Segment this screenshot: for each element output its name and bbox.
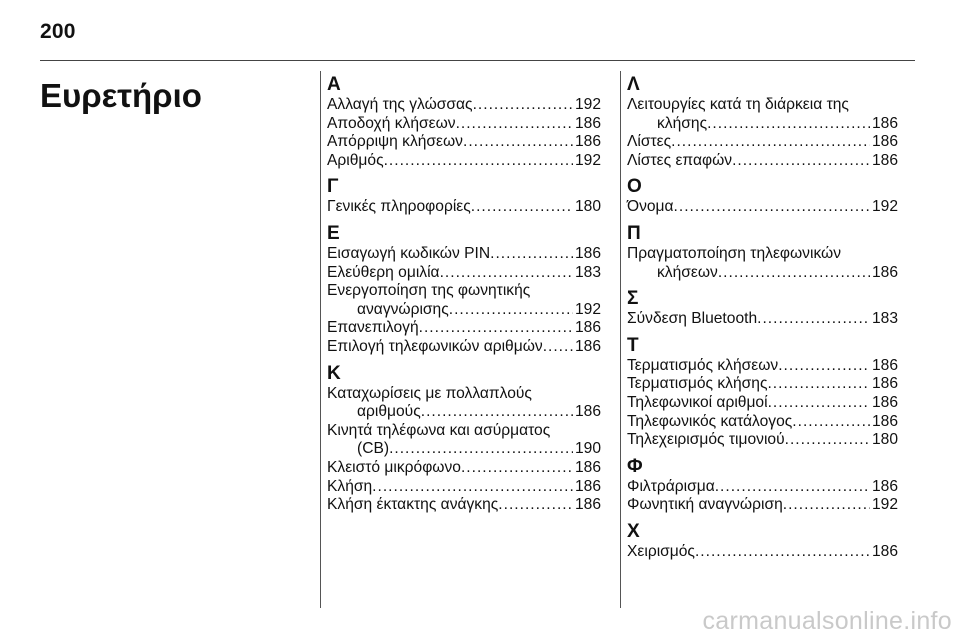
index-group	[627, 335, 898, 450]
index-entry	[327, 338, 601, 357]
index-entry-leader	[792, 413, 870, 432]
index-entry-leader	[490, 245, 573, 264]
index-entry-leader	[778, 357, 870, 376]
index-entry-term: Κλειστό μικρόφωνο	[327, 458, 461, 476]
index-entry-term: Κινητά τηλέφωνα και ασύρματος	[327, 421, 551, 439]
index-entry-leader	[695, 543, 870, 562]
index-group	[627, 176, 898, 217]
index-letter-heading: Τ	[627, 334, 639, 356]
index-entry-term: Σύνδεση Bluetooth	[627, 310, 758, 328]
index-entry	[327, 385, 601, 422]
index-entry-leader	[715, 478, 870, 497]
index-letter-heading: Γ	[327, 176, 339, 198]
index-entry-page: 186	[871, 542, 898, 560]
index-entry-page: 190	[574, 440, 601, 458]
index-entry	[327, 133, 601, 152]
index-entry-leader	[674, 198, 870, 217]
index-entry-term: Ελεύθερη ομιλία	[327, 263, 440, 281]
index-entry-term: Ενεργοποίηση της φωνητικής	[327, 282, 531, 300]
index-entry-term: Αποδοχή κλήσεων	[327, 114, 456, 132]
index-entry-leader	[757, 310, 870, 329]
index-entry-page: 186	[574, 337, 601, 355]
index-entry-page: 186	[871, 356, 898, 374]
index-entry-term: Τηλεχειρισμός τιμονιού	[627, 431, 785, 449]
index-entry-term: Λίστες	[627, 133, 672, 151]
index-entry	[627, 478, 898, 497]
index-entry-page: 192	[871, 496, 898, 514]
index-entry-page: 186	[871, 412, 898, 430]
index-entry-page: 186	[574, 477, 601, 495]
index-entry	[627, 133, 898, 152]
index-entry-leader	[372, 478, 573, 497]
index-entry-page: 186	[871, 133, 898, 151]
index-entry-page: 186	[574, 114, 601, 132]
index-entry-term: Πραγματοποίηση τηλεφωνικών	[627, 244, 842, 262]
index-group	[327, 363, 601, 515]
index-entry-page: 183	[574, 263, 601, 281]
index-entry-leader	[768, 394, 870, 413]
index-entry-term: Επανεπιλογή	[327, 319, 419, 337]
index-entry-page: 192	[574, 300, 601, 318]
index-group	[627, 456, 898, 515]
index-letter-heading: Φ	[627, 455, 643, 477]
index-entry-page: 186	[574, 133, 601, 151]
index-entry	[327, 198, 601, 217]
index-letter-heading: Χ	[627, 520, 640, 542]
index-entry-term-continued: (CB)	[357, 440, 390, 458]
column-divider-right	[620, 71, 621, 608]
index-entry-term: Αριθμός	[327, 151, 384, 169]
index-entry-page: 186	[574, 403, 601, 421]
index-entry-term: Όνομα	[627, 198, 674, 216]
index-entry-leader	[707, 115, 870, 134]
index-entry-leader	[384, 152, 573, 171]
index-entry-term: Φωνητική αναγνώριση	[627, 496, 783, 514]
index-entry-term-continued: κλήσης	[657, 114, 708, 132]
index-entry-page: 186	[574, 496, 601, 514]
index-entry	[327, 115, 601, 134]
index-entry-leader	[449, 301, 573, 320]
index-entry-term: Λειτουργίες κατά τη διάρκεια της	[627, 96, 849, 113]
index-entry-page: 186	[871, 263, 898, 281]
index-entry	[627, 413, 898, 432]
index-group	[627, 223, 898, 282]
index-entry-term: Εισαγωγή κωδικών PIN	[327, 244, 491, 262]
index-group	[327, 176, 601, 217]
index-group	[627, 74, 898, 170]
index-entry-term-continued: αναγνώρισης	[357, 300, 449, 318]
index-entry-page: 186	[574, 319, 601, 337]
index-group	[327, 74, 601, 170]
index-group	[627, 288, 898, 329]
index-group	[627, 521, 898, 562]
index-letter-heading: Ε	[327, 222, 340, 244]
index-entry-term: Τηλεφωνικοί αριθμοί	[627, 393, 768, 411]
index-entry	[327, 478, 601, 497]
index-entry-leader	[783, 496, 870, 515]
index-entry-leader	[718, 264, 870, 283]
index-entry-term: Επιλογή τηλεφωνικών αριθμών	[327, 337, 543, 355]
index-entry-term: Κλήση έκτακτης ανάγκης	[327, 496, 499, 514]
index-entry-page: 180	[871, 431, 898, 449]
index-entry-term-continued: κλήσεων	[657, 263, 718, 281]
index-letter-heading: Ο	[627, 176, 642, 198]
index-entry	[627, 375, 898, 394]
index-entry-leader	[785, 431, 870, 450]
index-entry-leader	[440, 264, 573, 283]
index-entry	[627, 152, 898, 171]
index-column-1	[327, 74, 601, 515]
index-entry-page: 186	[871, 114, 898, 132]
index-entry	[627, 245, 898, 282]
page-title: Ευρετήριο	[40, 77, 202, 114]
index-group	[327, 223, 601, 357]
index-entry	[327, 319, 601, 338]
index-entry-term: Τερματισμός κλήσεων	[627, 356, 779, 374]
index-entry	[627, 431, 898, 450]
header-rule	[40, 60, 915, 61]
index-entry-leader	[543, 338, 573, 357]
index-entry-leader	[671, 133, 870, 152]
index-entry-term: Απόρριψη κλήσεων	[327, 133, 463, 151]
index-entry-leader	[732, 152, 870, 171]
index-entry	[327, 459, 601, 478]
index-letter-heading: Π	[627, 222, 641, 244]
index-letter-heading: Α	[327, 74, 341, 95]
index-entry	[627, 198, 898, 217]
index-entry-page: 186	[871, 151, 898, 169]
index-letter-heading: Λ	[627, 74, 640, 95]
index-entry-term: Κλήση	[327, 477, 373, 495]
index-entry-leader	[421, 403, 573, 422]
index-entry-term: Αλλαγή της γλώσσας	[327, 96, 473, 113]
index-entry	[627, 357, 898, 376]
index-letter-heading: Κ	[327, 362, 341, 384]
index-entry-term: Γενικές πληροφορίες	[327, 198, 471, 216]
index-entry-page: 192	[574, 151, 601, 169]
index-entry-page: 186	[871, 477, 898, 495]
index-entry-leader	[456, 115, 573, 134]
index-entry-leader	[473, 96, 573, 115]
page-number: 200	[40, 20, 76, 43]
index-entry-term: Καταχωρίσεις με πολλαπλούς	[327, 384, 532, 402]
index-entry-leader	[463, 133, 573, 152]
index-entry-page: 186	[574, 244, 601, 262]
index-entry-page: 186	[871, 375, 898, 393]
index-entry-page: 186	[871, 393, 898, 411]
index-entry-leader	[461, 459, 573, 478]
index-entry	[327, 245, 601, 264]
index-entry	[327, 496, 601, 515]
index-entry	[327, 282, 601, 319]
index-entry-term: Χειρισμός	[627, 542, 695, 560]
index-letter-heading: Σ	[627, 288, 639, 310]
watermark: carmanualsonline.info	[702, 607, 952, 635]
index-entry	[627, 496, 898, 515]
column-divider-left	[320, 71, 321, 608]
index-entry	[627, 96, 898, 133]
index-entry-term: Λίστες επαφών	[627, 151, 733, 169]
index-entry	[627, 394, 898, 413]
index-entry-leader	[498, 496, 573, 515]
index-entry	[327, 264, 601, 283]
index-entry-term: Φιλτράρισμα	[627, 477, 715, 495]
index-entry	[327, 422, 601, 459]
index-entry-page: 192	[871, 198, 898, 216]
index-entry	[327, 96, 601, 115]
index-entry-term: Τερματισμός κλήσης	[627, 375, 768, 393]
index-entry-leader	[471, 198, 573, 217]
index-entry-page: 192	[574, 96, 601, 113]
index-entry-page: 183	[871, 310, 898, 328]
index-entry	[627, 310, 898, 329]
index-entry-page: 180	[574, 198, 601, 216]
index-entry-leader	[389, 440, 573, 459]
index-entry-term-continued: αριθμούς	[357, 403, 421, 421]
index-column-2	[627, 74, 898, 562]
index-entry	[327, 152, 601, 171]
index-entry	[627, 543, 898, 562]
index-entry-leader	[767, 375, 870, 394]
index-entry-term: Τηλεφωνικός κατάλογος	[627, 412, 793, 430]
index-entry-leader	[419, 319, 573, 338]
index-entry-page: 186	[574, 458, 601, 476]
